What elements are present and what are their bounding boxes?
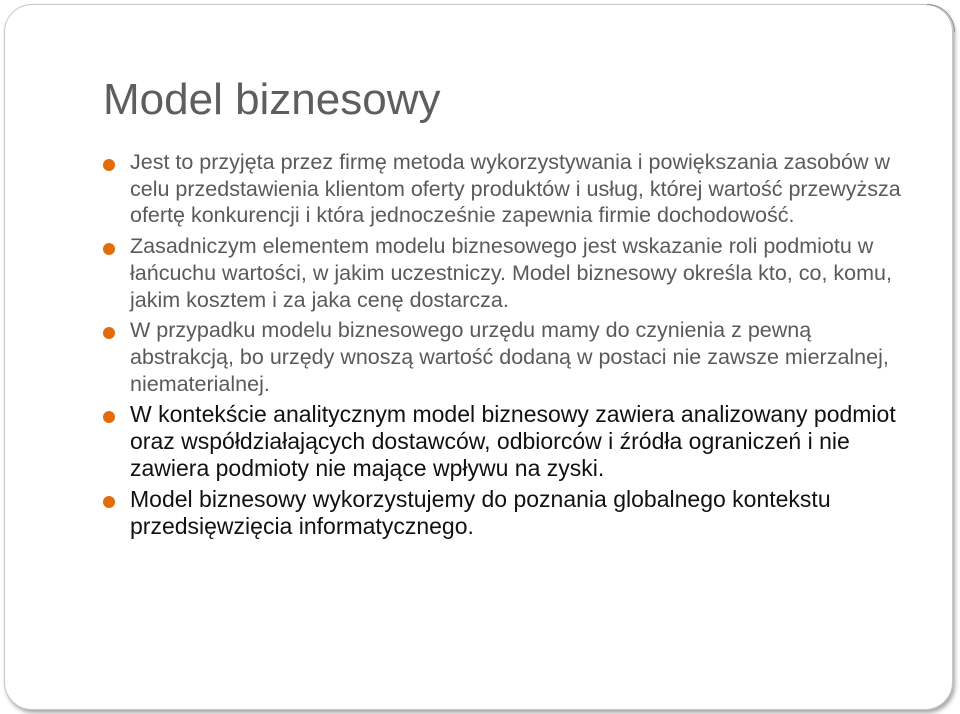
bullet-marker-icon [103, 327, 115, 339]
bullet-text: Model biznesowy wykorzystujemy do poznania globalnego kontekstu przedsięwzięcia informatycznego. [130, 485, 831, 539]
bullet-item [100, 317, 910, 397]
bullet-item [100, 233, 910, 313]
bullet-text: W kontekście analitycznym model biznesowy zawiera analizowany podmiot oraz współdziałających dostawców, odbiorców i źródła ograniczeń i nie zawiera podmioty nie mające wpływu na zyski. [130, 401, 896, 481]
page-curl-decoration [927, 4, 955, 32]
bullet-text: W przypadku modelu biznesowego urzędu mamy do czynienia z pewną abstrakcją, bo urzędy wnoszą wartość dodaną w postaci nie zawsze mierzalnej, niematerialnej. [130, 318, 889, 396]
bullet-item [100, 401, 910, 481]
bullet-marker-icon [103, 159, 115, 171]
bullet-marker-icon [103, 243, 115, 255]
bullet-item [100, 149, 910, 229]
slide-title: Model biznesowy [103, 75, 441, 124]
bullet-list [100, 149, 910, 543]
bullet-text: Jest to przyjęta przez firmę metoda wykorzystywania i powiększania zasobów w celu przedstawienia klientom oferty produktów i usług, której wartość przewyższa ofertę konkurencji i która jednocześnie zapewnia firmie dochodowość. [130, 150, 901, 228]
bullet-marker-icon [103, 496, 115, 508]
bullet-text: Zasadniczym elementem modelu biznesowego jest wskazanie roli podmiotu w łańcuchu wartości, w jakim uczestniczy. Model biznesowy określa kto, co, komu, jakim kosztem i za jaka cenę dostarcza. [130, 234, 892, 312]
bullet-marker-icon [103, 411, 115, 423]
bullet-item [100, 486, 910, 540]
